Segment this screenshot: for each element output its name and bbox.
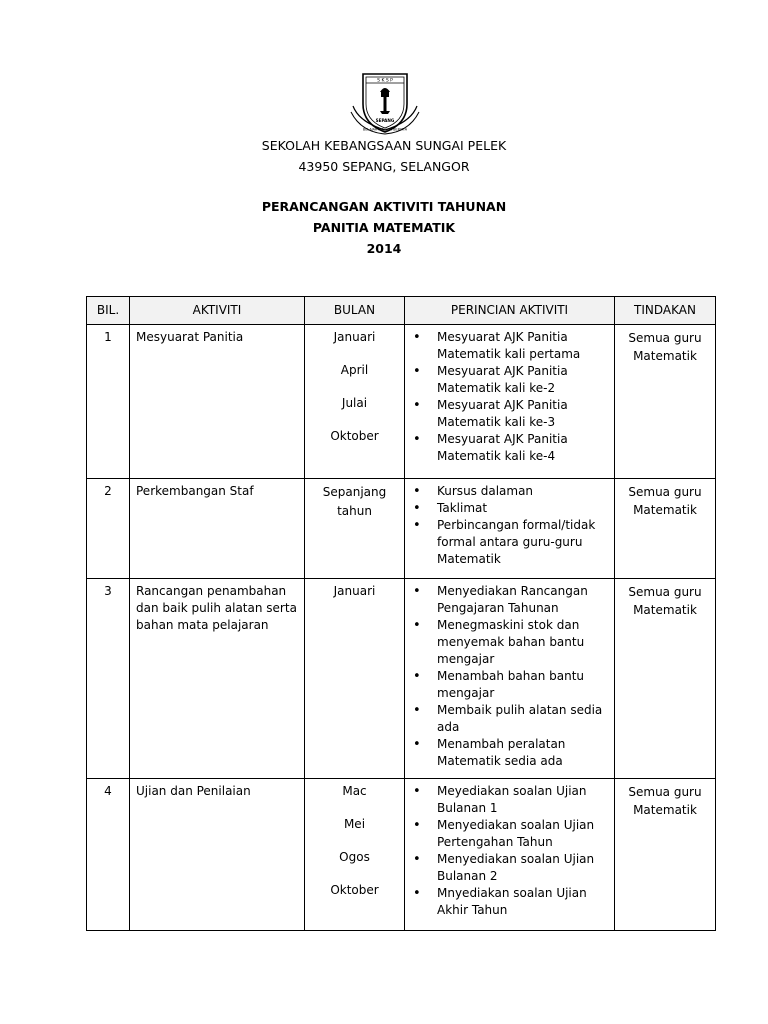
detail-item: • Mesyuarat AJK Panitia Matematik kali ke-4 bbox=[411, 431, 608, 465]
column-header-perincian: PERINCIAN AKTIVITI bbox=[405, 297, 615, 325]
detail-item: • Menyediakan Rancangan Pengajaran Tahunan bbox=[411, 583, 608, 617]
row-months bbox=[305, 779, 405, 931]
table-header-row bbox=[87, 297, 716, 325]
row-action bbox=[615, 579, 716, 779]
row-number: 1 bbox=[87, 325, 130, 479]
detail-item: • Menambah peralatan Matematik sedia ada bbox=[411, 736, 608, 770]
detail-item: • Meyediakan soalan Ujian Bulanan 1 bbox=[411, 783, 608, 817]
row-months bbox=[305, 325, 405, 479]
column-header-bil: BIL. bbox=[87, 297, 130, 325]
row-details bbox=[405, 779, 615, 931]
month-item: Oktober bbox=[330, 883, 379, 897]
school-address: 43950 SEPANG, SELANGOR bbox=[298, 159, 470, 174]
document-title: PERANCANGAN AKTIVITI TAHUNAN bbox=[261, 199, 507, 214]
row-details bbox=[405, 325, 615, 479]
row-details bbox=[405, 479, 615, 579]
column-header-tindakan: TINDAKAN bbox=[615, 297, 716, 325]
row-activity: Ujian dan Penilaian bbox=[130, 779, 305, 931]
row-action bbox=[615, 479, 716, 579]
detail-item: • Mesyuarat AJK Panitia Matematik kali ke-3 bbox=[411, 397, 608, 431]
detail-item: • Membaik pulih alatan sedia ada bbox=[411, 702, 608, 736]
month-item: Januari bbox=[333, 330, 376, 344]
school-header bbox=[0, 135, 768, 177]
document-title-block bbox=[0, 196, 768, 259]
month-item: Mac bbox=[342, 784, 367, 798]
detail-item: • Menyediakan soalan Ujian Pertengahan Tahun bbox=[411, 817, 608, 851]
detail-item: • Menegmaskini stok dan menyemak bahan bantu mengajar bbox=[411, 617, 608, 668]
action-text: Semua guru Matematik bbox=[628, 585, 702, 617]
detail-item: • Perbincangan formal/tidak formal antara guru-guru Matematik bbox=[411, 517, 608, 568]
month-item: April bbox=[340, 363, 369, 377]
detail-item: • Menambah bahan bantu mengajar bbox=[411, 668, 608, 702]
detail-item: • Mesyuarat AJK Panitia Matematik kali ke-2 bbox=[411, 363, 608, 397]
row-months bbox=[305, 579, 405, 779]
row-activity: Rancangan penambahan dan baik pulih alatan serta bahan mata pelajaran bbox=[130, 579, 305, 779]
detail-item: • Mnyediakan soalan Ujian Akhir Tahun bbox=[411, 885, 608, 919]
logo-top-letters: S K S P bbox=[377, 78, 393, 84]
month-item: Sepanjang tahun bbox=[322, 485, 387, 518]
detail-item: • Menyediakan soalan Ujian Bulanan 2 bbox=[411, 851, 608, 885]
row-number: 4 bbox=[87, 779, 130, 931]
action-text: Semua guru Matematik bbox=[628, 331, 702, 363]
table-row bbox=[87, 479, 716, 579]
school-name: SEKOLAH KEBANGSAAN SUNGAI PELEK bbox=[261, 138, 507, 153]
month-item: Julai bbox=[341, 396, 368, 410]
logo-banner: SEPANG bbox=[375, 118, 395, 123]
detail-item: • Kursus dalaman bbox=[411, 483, 608, 500]
table-row bbox=[87, 325, 716, 479]
row-activity: Perkembangan Staf bbox=[130, 479, 305, 579]
action-text: Semua guru Matematik bbox=[628, 485, 702, 517]
document-year: 2014 bbox=[366, 241, 402, 256]
month-item: Mei bbox=[343, 817, 366, 831]
detail-item: • Taklimat bbox=[411, 500, 608, 517]
activity-plan-table bbox=[86, 296, 716, 931]
row-details bbox=[405, 579, 615, 779]
document-subtitle: PANITIA MATEMATIK bbox=[312, 220, 456, 235]
action-text: Semua guru Matematik bbox=[628, 785, 702, 817]
table-row bbox=[87, 779, 716, 931]
logo-motto: BELAJAR HINGGA BERJAYA bbox=[362, 127, 408, 132]
month-item: Januari bbox=[333, 584, 376, 598]
row-action bbox=[615, 325, 716, 479]
detail-item: • Mesyuarat AJK Panitia Matematik kali pertama bbox=[411, 329, 608, 363]
row-months bbox=[305, 479, 405, 579]
column-header-aktiviti: AKTIVITI bbox=[130, 297, 305, 325]
row-number: 3 bbox=[87, 579, 130, 779]
row-activity: Mesyuarat Panitia bbox=[130, 325, 305, 479]
row-action bbox=[615, 779, 716, 931]
row-number: 2 bbox=[87, 479, 130, 579]
table-row bbox=[87, 579, 716, 779]
school-crest-logo bbox=[349, 70, 421, 136]
column-header-bulan: BULAN bbox=[305, 297, 405, 325]
month-item: Oktober bbox=[330, 429, 379, 443]
month-item: Ogos bbox=[339, 850, 370, 864]
